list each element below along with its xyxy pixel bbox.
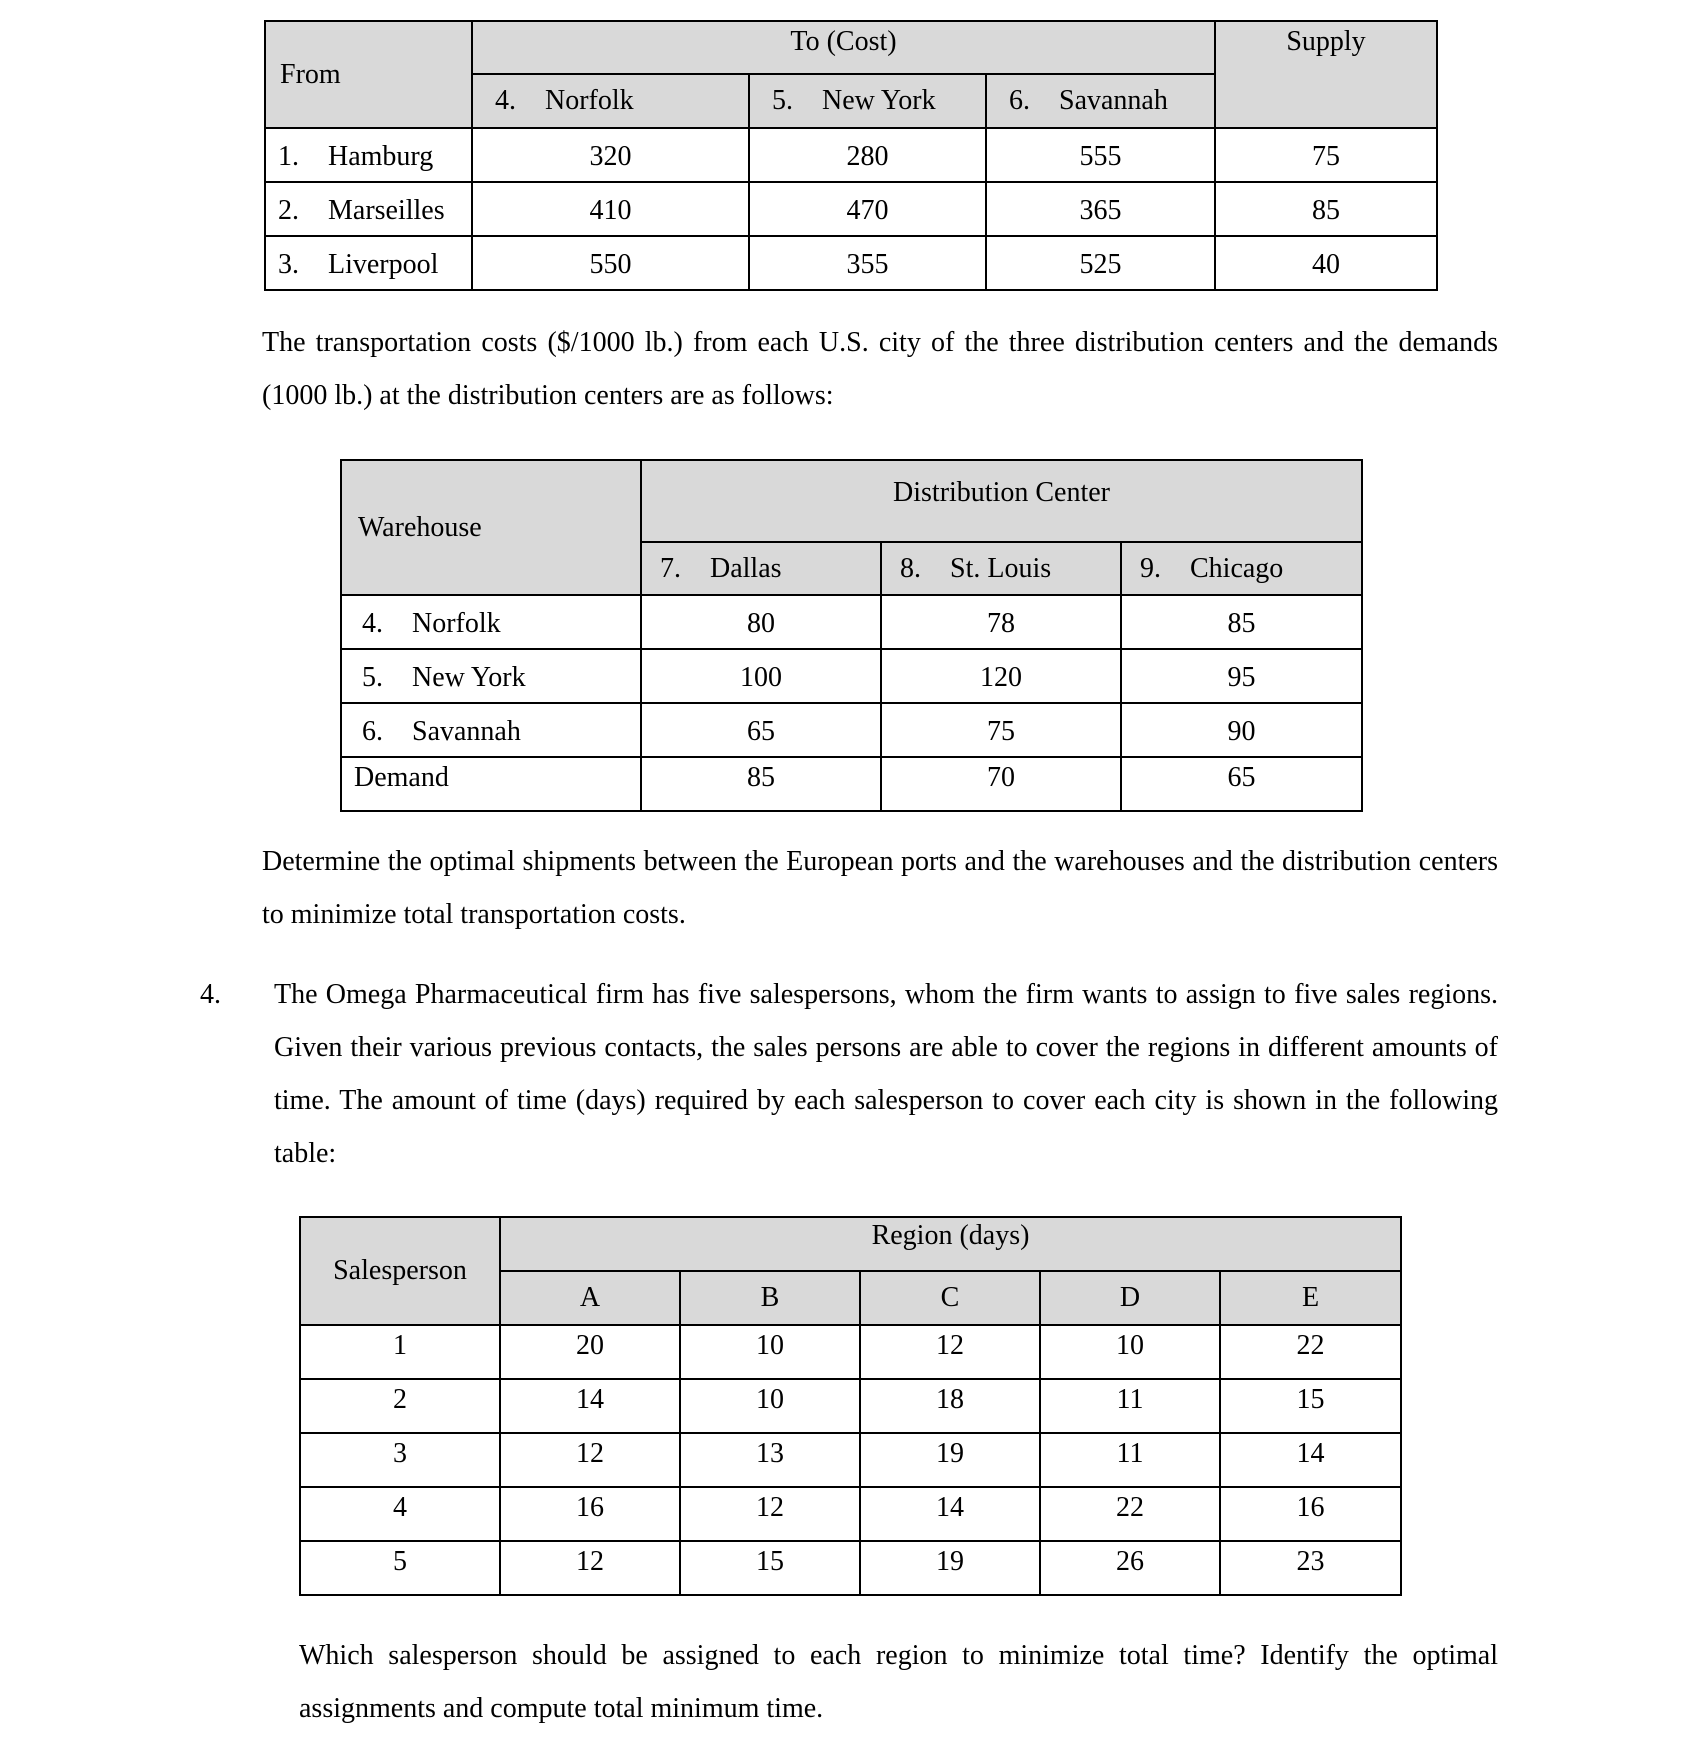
demand-row [341,757,1362,811]
warehouses-to-distribution-centers-table [340,459,1363,812]
days-cell: 22 [1220,1325,1401,1379]
supply-cell: 40 [1215,236,1437,290]
region-days-header: Region (days) [500,1217,1401,1271]
table-row [341,595,1362,649]
salesperson-id: 3 [300,1433,500,1487]
column-header-c: C [860,1271,1040,1325]
supply-cell: 75 [1215,128,1437,182]
cost-cell: 75 [881,703,1121,757]
salesperson-region-days-table [299,1216,1402,1596]
days-cell: 14 [1220,1433,1401,1487]
transportation-costs-paragraph: The transportation costs ($/1000 lb.) from each U.S. city of the three distribution centers and the demands (1000 lb.) at the distribution centers are as follows: [262,327,1498,411]
problem-4-paragraph: The Omega Pharmaceutical firm has five salespersons, whom the firm wants to assign to five sales regions. Given their various previous contacts, the sales persons are able to cover the regions in different amounts of time. The amount of time (days) required by each salesperson to cover each city is shown in the following table: [274,979,1498,1169]
days-cell: 23 [1220,1541,1401,1595]
days-cell: 18 [860,1379,1040,1433]
cost-cell: 470 [749,182,986,236]
column-header-dallas: 7. Dallas [641,542,881,595]
salesperson-id: 1 [300,1325,500,1379]
distribution-center-header: Distribution Center [641,460,1362,542]
column-header-e: E [1220,1271,1401,1325]
salesperson-id: 5 [300,1541,500,1595]
assignment-question-paragraph: Which salesperson should be assigned to each region to minimize total time? Identify the optimal assignments and compute total minimum time. [299,1640,1498,1724]
column-header-b: B [680,1271,860,1325]
table-row [300,1541,1401,1595]
cost-cell: 320 [472,128,749,182]
cost-cell: 550 [472,236,749,290]
salesperson-id: 2 [300,1379,500,1433]
table-row [341,703,1362,757]
column-header-st-louis: 8. St. Louis [881,542,1121,595]
cost-cell: 410 [472,182,749,236]
cost-cell: 120 [881,649,1121,703]
days-cell: 20 [500,1325,680,1379]
table-row [265,128,1437,182]
cost-cell: 525 [986,236,1215,290]
days-cell: 19 [860,1541,1040,1595]
demand-cell: 70 [881,757,1121,811]
supply-header: Supply [1215,21,1437,128]
to-cost-header: To (Cost) [472,21,1215,74]
days-cell: 10 [1040,1325,1220,1379]
determine-shipments-paragraph: Determine the optimal shipments between the European ports and the warehouses and the distribution centers to minimize total transportation costs. [262,846,1498,930]
cost-cell: 555 [986,128,1215,182]
demand-cell: 85 [641,757,881,811]
row-header-norfolk: 4. Norfolk [341,595,641,649]
days-cell: 14 [500,1379,680,1433]
row-header-new-york: 5. New York [341,649,641,703]
days-cell: 10 [680,1325,860,1379]
column-header-d: D [1040,1271,1220,1325]
cost-cell: 78 [881,595,1121,649]
row-header-hamburg: 1. Hamburg [265,128,472,182]
days-cell: 22 [1040,1487,1220,1541]
days-cell: 10 [680,1379,860,1433]
table-row [265,182,1437,236]
days-cell: 11 [1040,1433,1220,1487]
days-cell: 16 [1220,1487,1401,1541]
cost-cell: 365 [986,182,1215,236]
days-cell: 13 [680,1433,860,1487]
row-header-liverpool: 3. Liverpool [265,236,472,290]
cost-cell: 355 [749,236,986,290]
row-header-savannah: 6. Savannah [341,703,641,757]
from-header: From [265,21,472,128]
supply-cell: 85 [1215,182,1437,236]
days-cell: 16 [500,1487,680,1541]
days-cell: 12 [860,1325,1040,1379]
days-cell: 15 [680,1541,860,1595]
days-cell: 14 [860,1487,1040,1541]
demand-cell: 65 [1121,757,1362,811]
days-cell: 12 [500,1541,680,1595]
column-header-new-york: 5. New York [749,74,986,128]
table-row [300,1487,1401,1541]
cost-cell: 280 [749,128,986,182]
table-row [300,1433,1401,1487]
days-cell: 15 [1220,1379,1401,1433]
ports-to-warehouses-cost-table [264,20,1438,291]
table-row [265,236,1437,290]
demand-label: Demand [341,757,641,811]
column-header-a: A [500,1271,680,1325]
days-cell: 26 [1040,1541,1220,1595]
column-header-chicago: 9. Chicago [1121,542,1362,595]
cost-cell: 80 [641,595,881,649]
column-header-savannah: 6. Savannah [986,74,1215,128]
cost-cell: 95 [1121,649,1362,703]
cost-cell: 100 [641,649,881,703]
salesperson-id: 4 [300,1487,500,1541]
table-row [341,649,1362,703]
table-row [300,1325,1401,1379]
column-header-norfolk: 4. Norfolk [472,74,749,128]
warehouse-header: Warehouse [341,460,641,595]
days-cell: 12 [500,1433,680,1487]
salesperson-header: Salesperson [300,1217,500,1325]
table-row [300,1379,1401,1433]
days-cell: 19 [860,1433,1040,1487]
days-cell: 12 [680,1487,860,1541]
problem-number: 4. [200,979,221,1010]
days-cell: 11 [1040,1379,1220,1433]
cost-cell: 85 [1121,595,1362,649]
cost-cell: 65 [641,703,881,757]
row-header-marseilles: 2. Marseilles [265,182,472,236]
cost-cell: 90 [1121,703,1362,757]
